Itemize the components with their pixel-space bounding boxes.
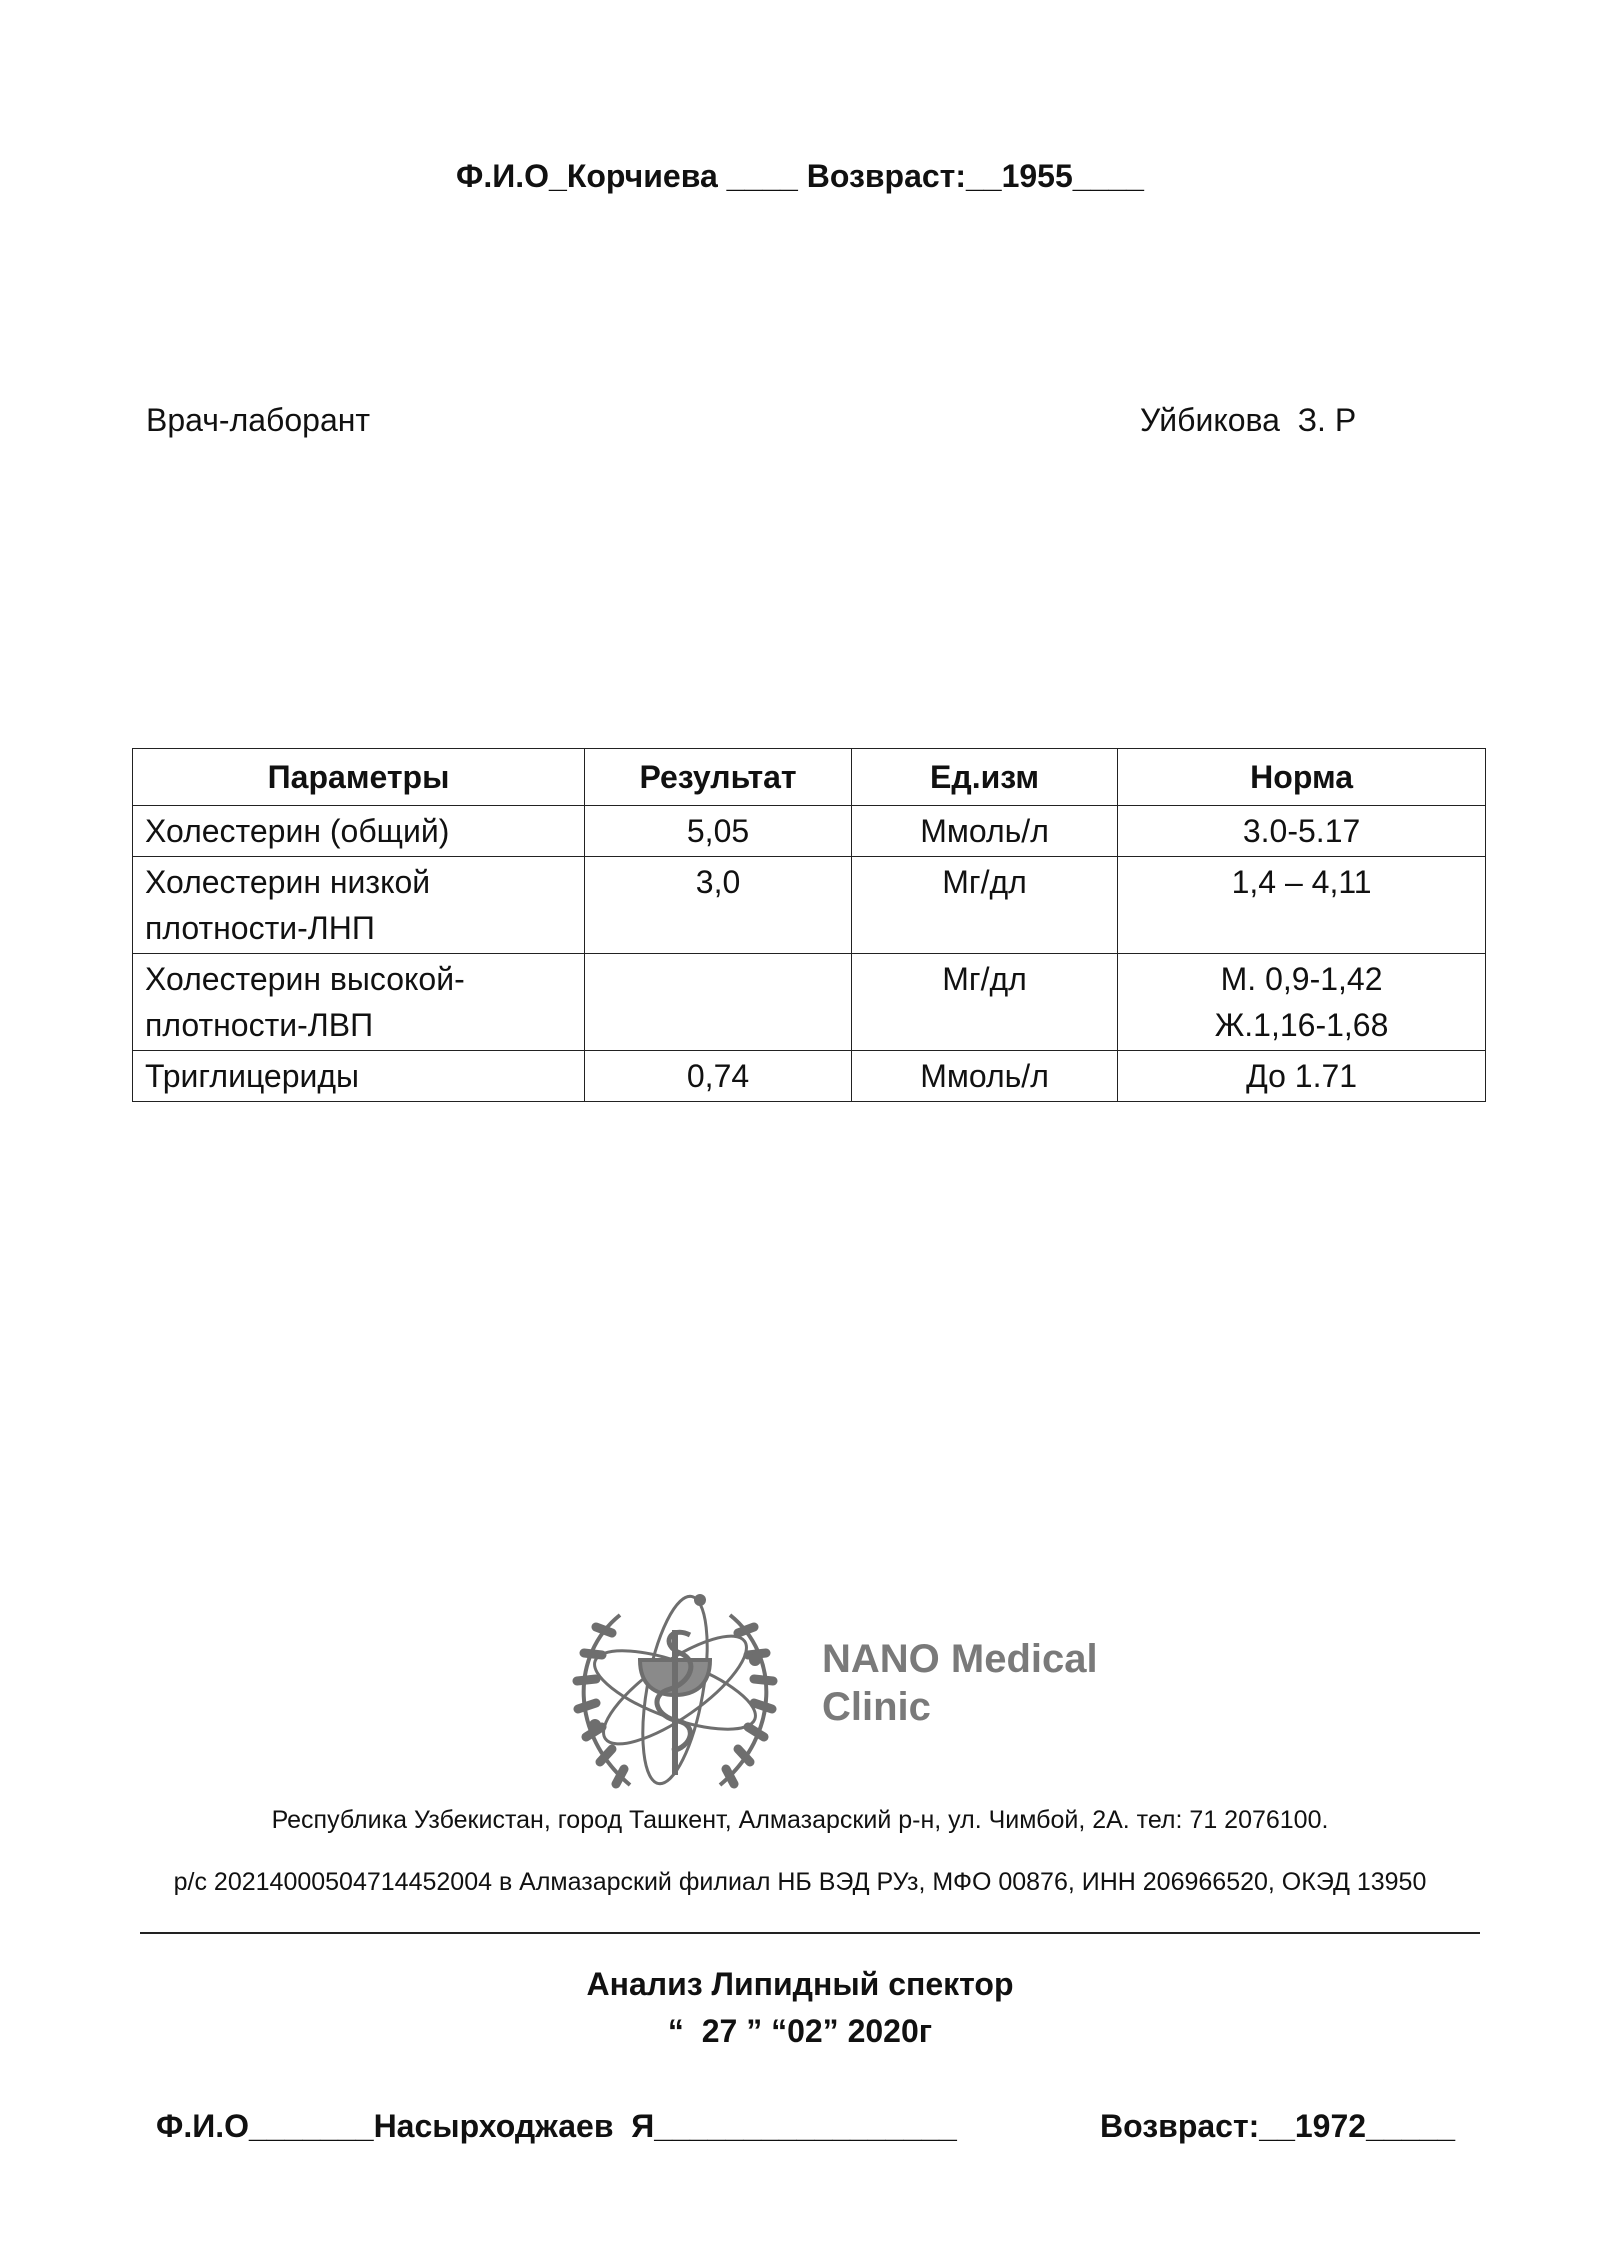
- norm-line-female: Ж.1,16-1,68: [1214, 1007, 1389, 1043]
- analysis-date: “ 27 ” “02” 2020г: [667, 2013, 933, 2049]
- result-cell: [585, 954, 852, 1051]
- result-cell: 3,0: [585, 857, 852, 954]
- norm-line: До 1.71: [1246, 1058, 1358, 1094]
- clinic-address: Республика Узбекистан, город Ташкент, Алмазарский р-н, ул. Чимбой, 2А. тел: 71 2076100.: [271, 1806, 1329, 1834]
- param-cell: Триглицериды: [133, 1051, 585, 1102]
- param-cell: Холестерин (общий): [133, 806, 585, 857]
- header-result: Результат: [585, 749, 852, 806]
- table-row: [133, 954, 1486, 1051]
- result-cell: 0,74: [585, 1051, 852, 1102]
- result-cell: 5,05: [585, 806, 852, 857]
- table-header-row: [133, 749, 1486, 806]
- norm-cell: [1118, 1051, 1486, 1102]
- analysis-title: Анализ Липидный спектор: [586, 1966, 1014, 2002]
- norm-cell: [1118, 954, 1486, 1051]
- table-row: [133, 1051, 1486, 1102]
- patient-name-line: Ф.И.О_______Насырходжаев Я_________________: [156, 2108, 957, 2144]
- clinic-name-line2: Clinic: [822, 1685, 931, 1729]
- header-norm: Норма: [1118, 749, 1486, 806]
- table-row: [133, 857, 1486, 954]
- param-cell: Холестерин низкой плотности-ЛНП: [133, 857, 585, 954]
- norm-cell: [1118, 806, 1486, 857]
- patient-header-line: Ф.И.О_Корчиева ____ Возвраст:__1955____: [456, 158, 1144, 194]
- patient-age-line: Возвраст:__1972_____: [1100, 2108, 1456, 2144]
- unit-cell: Мг/дл: [851, 857, 1117, 954]
- clinic-bank-details: р/с 20214000504714452004 в Алмазарский филиал НБ ВЭД РУз, МФО 00876, ИНН 206966520, ОКЭД 13950: [173, 1868, 1427, 1896]
- doctor-role: Врач-лаборант: [146, 402, 371, 438]
- results-table: [132, 748, 1486, 1102]
- doctor-name: Уйбикова З. Р: [1140, 402, 1357, 438]
- clinic-name-line1: NANO Medical: [822, 1637, 1098, 1681]
- unit-cell: Ммоль/л: [851, 806, 1117, 857]
- clinic-logo: [550, 1575, 1130, 1805]
- unit-cell: Ммоль/л: [851, 1051, 1117, 1102]
- norm-line: 3.0-5.17: [1242, 813, 1361, 849]
- norm-cell: [1118, 857, 1486, 954]
- unit-cell: Мг/дл: [851, 954, 1117, 1051]
- caduceus-wreath-atom-icon: [550, 1575, 800, 1805]
- header-parameters: Параметры: [133, 749, 585, 806]
- table-row: [133, 806, 1486, 857]
- clinic-name: [822, 1635, 1098, 1731]
- header-unit: Ед.изм: [851, 749, 1117, 806]
- divider-line: [140, 1932, 1480, 1934]
- norm-line-male: М. 0,9-1,42: [1220, 961, 1383, 997]
- param-cell: Холестерин высокой-плотности-ЛВП: [133, 954, 585, 1051]
- norm-line: 1,4 – 4,11: [1231, 864, 1372, 900]
